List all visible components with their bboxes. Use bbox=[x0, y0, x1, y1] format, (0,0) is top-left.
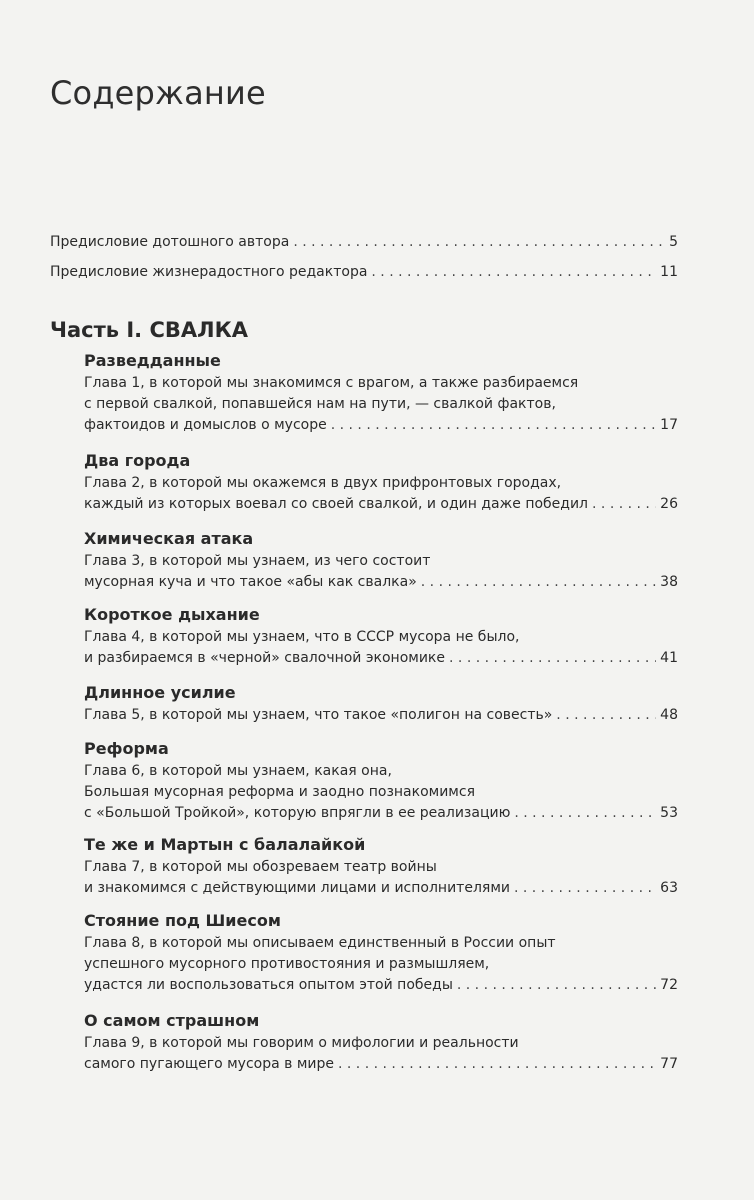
toc-chapter bbox=[84, 528, 678, 593]
description-text: Глава 1, в которой мы знакомимся с врагом, а также разбираемся bbox=[84, 375, 579, 391]
chapter-description-line bbox=[84, 782, 678, 803]
chapter-description-line bbox=[84, 373, 678, 394]
toc-chapter bbox=[84, 910, 678, 996]
chapter-title: Разведданные bbox=[84, 351, 221, 370]
chapter-description-line bbox=[84, 857, 678, 878]
chapter-description-line bbox=[84, 494, 678, 515]
toc-chapter bbox=[84, 834, 678, 899]
chapter-description-line bbox=[84, 975, 678, 996]
description-text: и знакомимся с действующими лицами и исполнителями bbox=[84, 880, 510, 896]
toc-chapter bbox=[84, 450, 678, 515]
description-text: удастся ли воспользоваться опытом этой победы bbox=[84, 977, 453, 993]
page-number: 72 bbox=[660, 977, 678, 993]
chapter-description-line bbox=[84, 394, 678, 415]
page-number: 11 bbox=[660, 264, 678, 280]
chapter-description-line bbox=[84, 933, 678, 954]
dot-leader bbox=[331, 415, 656, 436]
description-text: каждый из которых воевал со своей свалкой, и один даже победил bbox=[84, 496, 589, 512]
toc-chapter bbox=[84, 350, 678, 436]
dot-leader bbox=[592, 494, 656, 515]
chapter-title: Длинное усилие bbox=[84, 683, 236, 702]
page-number: 53 bbox=[660, 805, 678, 821]
chapter-description-line bbox=[84, 1033, 678, 1054]
page-title: Содержание bbox=[50, 74, 266, 112]
description-text: Большая мусорная реформа и заодно познакомимся bbox=[84, 784, 475, 800]
dot-leader bbox=[371, 262, 656, 283]
page-number: 26 bbox=[660, 496, 678, 512]
dot-leader bbox=[449, 648, 656, 669]
page-number: 48 bbox=[660, 707, 678, 723]
description-text: и разбираемся в «черной» свалочной экономике bbox=[84, 650, 446, 666]
dot-leader bbox=[556, 705, 656, 726]
toc-chapter bbox=[84, 1010, 678, 1075]
chapter-description-line bbox=[84, 473, 678, 494]
chapter-title: Те же и Мартын с балалайкой bbox=[84, 835, 366, 854]
description-text: Глава 7, в которой мы обозреваем театр войны bbox=[84, 859, 437, 875]
chapter-title: Химическая атака bbox=[84, 529, 254, 548]
chapter-description-line bbox=[84, 761, 678, 782]
dot-leader bbox=[514, 803, 656, 824]
chapter-description-line bbox=[84, 705, 678, 726]
chapter-description-line bbox=[84, 627, 678, 648]
description-text: Глава 2, в которой мы окажемся в двух прифронтовых городах, bbox=[84, 475, 562, 491]
page-number: 38 bbox=[660, 574, 678, 590]
page-number: 41 bbox=[660, 650, 678, 666]
chapter-description-line bbox=[84, 572, 678, 593]
description-text: Глава 3, в которой мы узнаем, из чего состоит bbox=[84, 553, 431, 569]
page-number: 17 bbox=[660, 417, 678, 433]
description-text: Глава 8, в которой мы описываем единственный в России опыт bbox=[84, 935, 556, 951]
toc-entry-preface-author bbox=[50, 232, 678, 253]
dot-leader bbox=[338, 1054, 656, 1075]
page-number: 5 bbox=[669, 234, 678, 250]
description-text: с «Большой Тройкой», которую впрягли в ее реализацию bbox=[84, 805, 511, 821]
chapter-title: Реформа bbox=[84, 739, 169, 758]
description-text: Глава 9, в которой мы говорим о мифологии и реальности bbox=[84, 1035, 519, 1051]
description-text: Глава 5, в которой мы узнаем, что такое «полигон на совесть» bbox=[84, 707, 553, 723]
chapter-description-line bbox=[84, 1054, 678, 1075]
chapter-title: Стояние под Шиесом bbox=[84, 911, 281, 930]
chapter-description-line bbox=[84, 415, 678, 436]
chapter-description-line bbox=[84, 551, 678, 572]
chapter-description-line bbox=[84, 803, 678, 824]
chapter-description-line bbox=[84, 878, 678, 899]
dot-leader bbox=[293, 232, 665, 253]
part-title: Часть I. СВАЛКА bbox=[50, 318, 248, 342]
dot-leader bbox=[457, 975, 656, 996]
description-text: Глава 6, в которой мы узнаем, какая она, bbox=[84, 763, 392, 779]
description-text: мусорная куча и что такое «абы как свалка» bbox=[84, 574, 417, 590]
chapter-description-line bbox=[84, 648, 678, 669]
description-text: успешного мусорного противостояния и размышляем, bbox=[84, 956, 490, 972]
toc-chapter bbox=[84, 738, 678, 824]
toc-chapter bbox=[84, 682, 678, 726]
chapter-title: О самом страшном bbox=[84, 1011, 260, 1030]
chapter-title: Два города bbox=[84, 451, 191, 470]
dot-leader bbox=[514, 878, 656, 899]
chapter-description-line bbox=[84, 954, 678, 975]
description-text: с первой свалкой, попавшейся нам на пути, — свалкой фактов, bbox=[84, 396, 556, 412]
page-number: 63 bbox=[660, 880, 678, 896]
dot-leader bbox=[421, 572, 656, 593]
description-text: самого пугающего мусора в мире bbox=[84, 1056, 334, 1072]
description-text: фактоидов и домыслов о мусоре bbox=[84, 417, 327, 433]
entry-title: Предисловие дотошного автора bbox=[50, 234, 290, 250]
toc-entry-preface-editor bbox=[50, 262, 678, 283]
page-number: 77 bbox=[660, 1056, 678, 1072]
chapter-title: Короткое дыхание bbox=[84, 605, 260, 624]
entry-title: Предисловие жизнерадостного редактора bbox=[50, 264, 368, 280]
toc-chapter bbox=[84, 604, 678, 669]
description-text: Глава 4, в которой мы узнаем, что в СССР мусора не было, bbox=[84, 629, 520, 645]
